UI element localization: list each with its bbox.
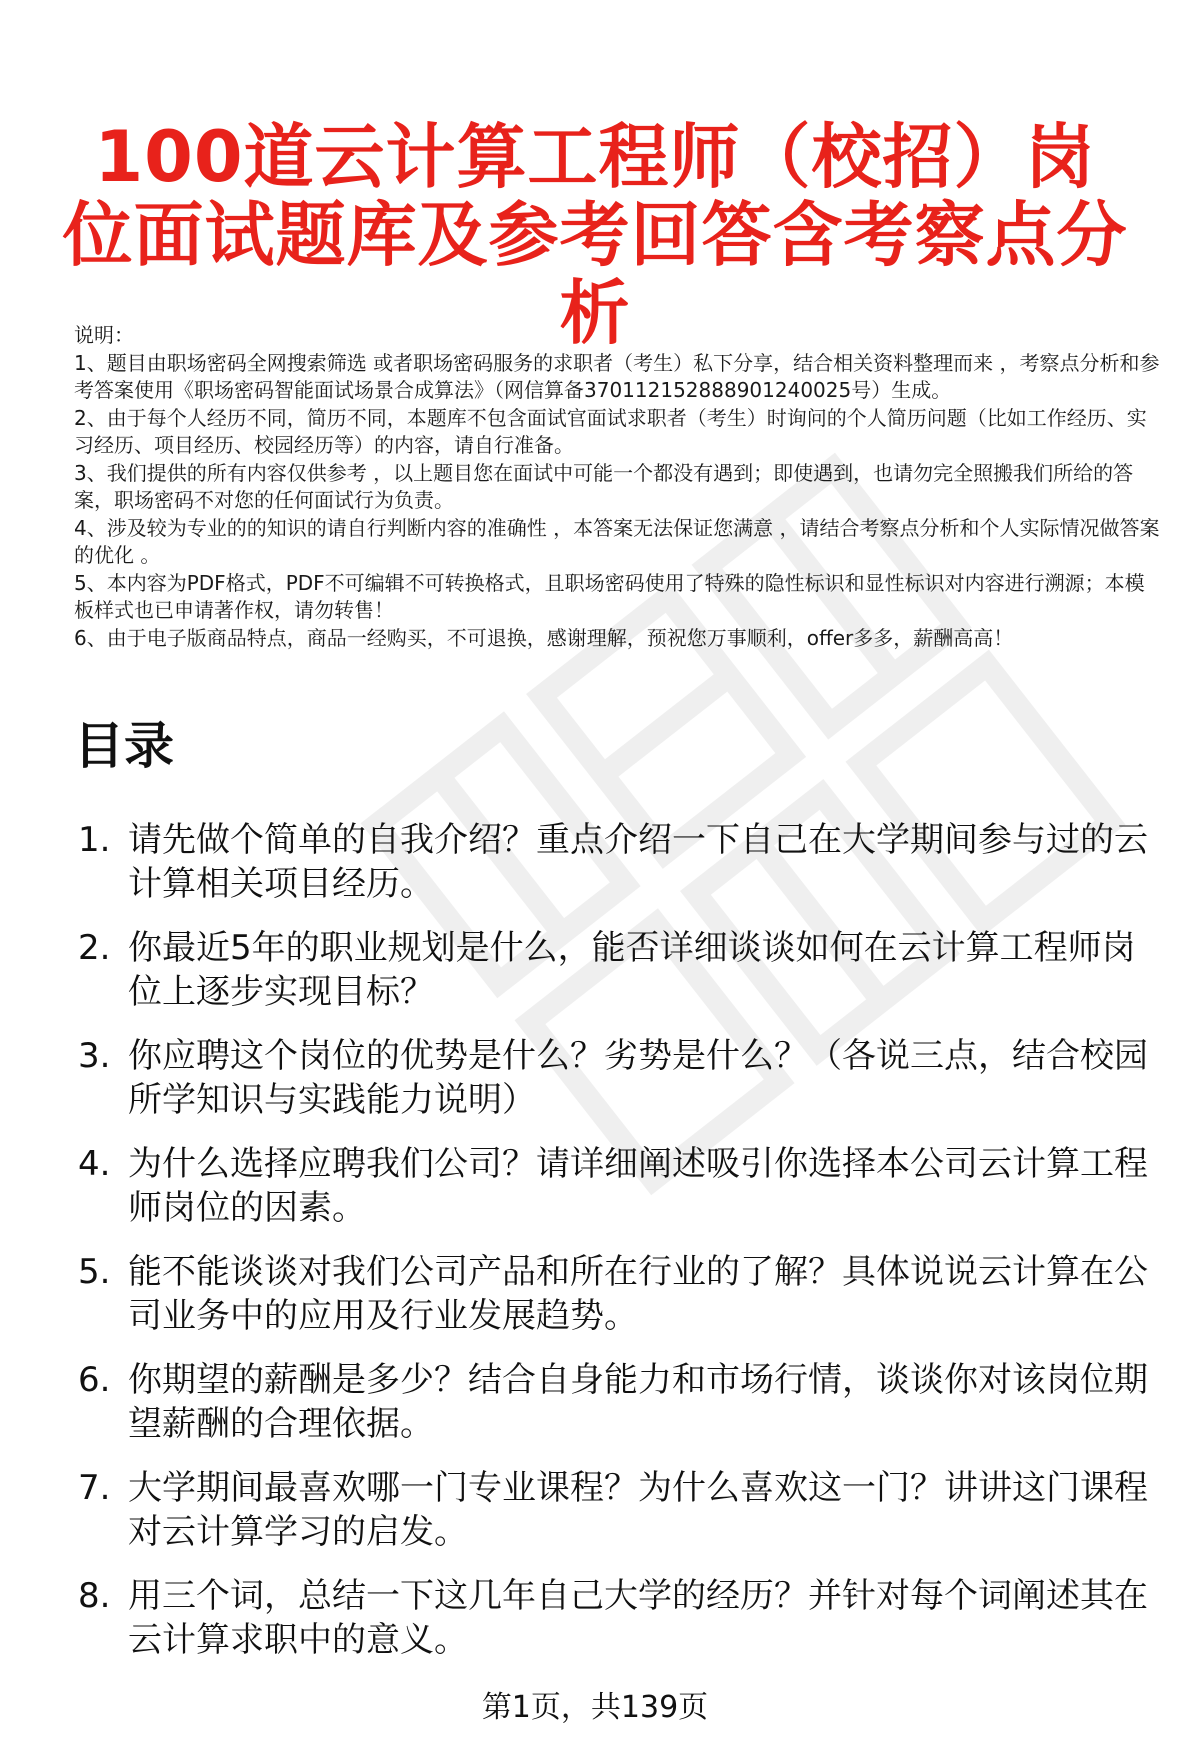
toc-item[interactable]	[74, 818, 1164, 906]
toc-item-number: 3.	[78, 1036, 111, 1076]
toc-item[interactable]	[74, 1034, 1164, 1122]
note-item: 6、由于电子版商品特点，商品一经购买，不可退换，感谢理解，预祝您万事顺利，offer多多，薪酬高高！	[74, 625, 1014, 650]
note-item: 2、由于每个人经历不同，简历不同，本题库不包含面试官面试求职者（考生）时询问的个人简历问题（比如工作经历、实习经历、项目经历、校园经历等）的内容，请自行准备。	[74, 405, 1147, 457]
toc-item[interactable]	[74, 1574, 1164, 1662]
toc-item-text: 用三个词，总结一下这几年自己大学的经历？并针对每个词阐述其在云计算求职中的意义。	[128, 1576, 1148, 1660]
notes-section	[74, 322, 1164, 652]
toc-item-text: 你期望的薪酬是多少？结合自身能力和市场行情，谈谈你对该岗位期望薪酬的合理依据。	[128, 1360, 1148, 1444]
toc-heading: 目录	[74, 717, 174, 775]
toc-item-text: 大学期间最喜欢哪一门专业课程？为什么喜欢这一门？讲讲这门课程对云计算学习的启发。	[128, 1468, 1148, 1552]
toc-item[interactable]	[74, 1358, 1164, 1446]
toc-item[interactable]	[74, 1142, 1164, 1230]
page-footer: 第1页，共139页	[481, 1690, 709, 1725]
toc-item-text: 能不能谈谈对我们公司产品和所在行业的了解？具体说说云计算在公司业务中的应用及行业发展趋势。	[128, 1252, 1148, 1336]
toc-item-text: 你最近5年的职业规划是什么，能否详细谈谈如何在云计算工程师岗位上逐步实现目标？	[128, 928, 1136, 1012]
toc-item[interactable]	[74, 926, 1164, 1014]
notes-heading: 说明：	[74, 323, 134, 347]
toc-item-number: 8.	[78, 1576, 111, 1616]
note-item: 3、我们提供的所有内容仅供参考 ，以上题目您在面试中可能一个都没有遇到；即使遇到，也请勿完全照搬我们所给的答案，职场密码不对您的任何面试行为负责。	[74, 460, 1134, 512]
toc-item-number: 1.	[78, 820, 111, 860]
toc-item-number: 6.	[78, 1360, 111, 1400]
toc-item-text: 为什么选择应聘我们公司？请详细阐述吸引你选择本公司云计算工程师岗位的因素。	[128, 1144, 1148, 1228]
note-item: 1、题目由职场密码全网搜索筛选 或者职场密码服务的求职者（考生）私下分享，结合相关资料整理而来 ，考察点分析和参考答案使用《职场密码智能面试场景合成算法》（网信算备370112152888901240025号）生成。	[74, 350, 1160, 402]
note-item: 5、本内容为PDF格式，PDF不可编辑不可转换格式，且职场密码使用了特殊的隐性标识和显性标识对内容进行溯源；本模板样式也已申请著作权，请勿转售！	[74, 570, 1145, 622]
toc-item-number: 2.	[78, 928, 111, 968]
toc-list	[74, 818, 1164, 1682]
toc-item-text: 请先做个简单的自我介绍？重点介绍一下自己在大学期间参与过的云计算相关项目经历。	[128, 820, 1148, 904]
note-item: 4、涉及较为专业的的知识的请自行判断内容的准确性 ，本答案无法保证您满意 ，请结合考察点分析和个人实际情况做答案的优化 。	[74, 515, 1160, 567]
toc-item-number: 7.	[78, 1468, 111, 1508]
toc-item[interactable]	[74, 1466, 1164, 1554]
toc-item-number: 4.	[78, 1144, 111, 1184]
toc-item-text: 你应聘这个岗位的优势是什么？劣势是什么？（各说三点，结合校园所学知识与实践能力说明）	[128, 1036, 1148, 1120]
document-title: 100道云计算工程师（校招）岗位面试题库及参考回答含考察点分析	[62, 116, 1128, 354]
toc-item[interactable]	[74, 1250, 1164, 1338]
toc-item-number: 5.	[78, 1252, 111, 1292]
